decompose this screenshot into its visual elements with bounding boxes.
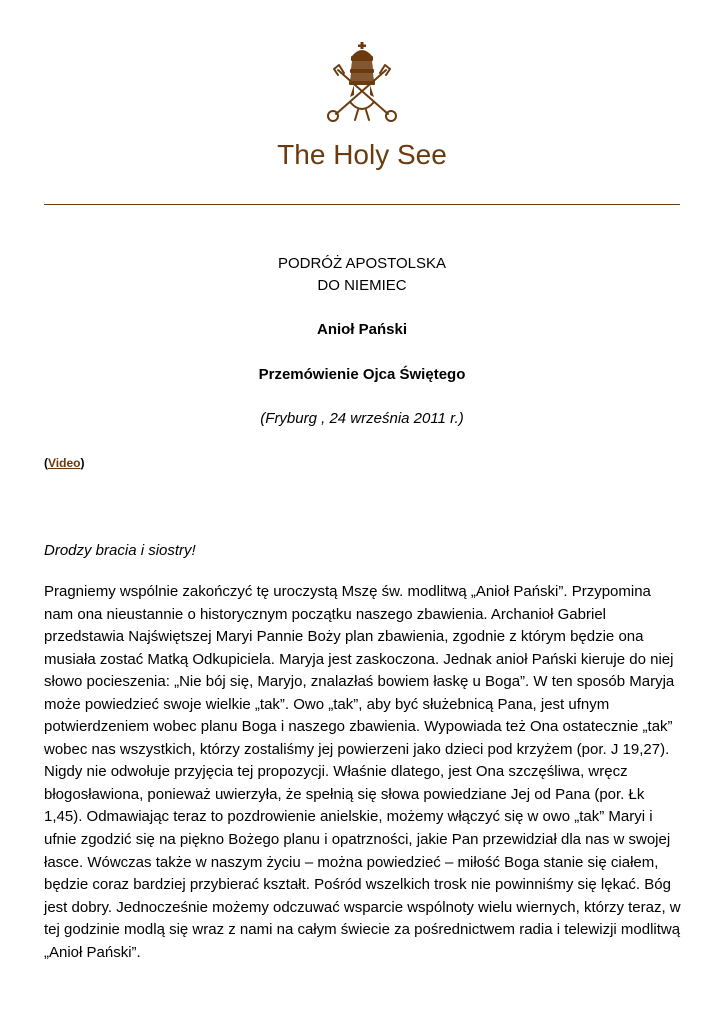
- heading-line-2: DO NIEMIEC: [317, 277, 407, 294]
- header-divider: [44, 204, 680, 205]
- document-subtitle: Przemówienie Ojca Świętego: [258, 366, 466, 383]
- site-title: The Holy See: [277, 139, 447, 170]
- video-close-paren: ): [80, 456, 85, 470]
- document-title: Anioł Pański: [316, 321, 408, 338]
- video-open-paren: (: [44, 456, 48, 470]
- papal-keys-tiara-emblem-icon: [318, 40, 406, 124]
- video-link[interactable]: Video: [48, 456, 81, 470]
- heading-line-1: PODRÓŻ APOSTOLSKA: [277, 255, 447, 272]
- greeting: Drodzy bracia i siostry!: [44, 542, 196, 559]
- place-date: (Fryburg , 24 września 2011 r.): [260, 410, 464, 427]
- body-paragraph: Pragniemy wspólnie zakończyć tę uroczystą Mszę św. modlitwą „Anioł Pański”. Przypomina nam ona nieustannie o historycznym początku naszego zbawienia. Archanioł Gabriel przedstawia Najświętszej Maryi Pannie Boży plan zbawienia, zgodnie z którym będzie ona musiała zostać Matką Odkupiciela. Maryja jest zaskoczona. Jednak anioł Pański kieruje do niej słowo pocieszenia: „Nie bój się, Maryjo, znalazłaś bowiem łaskę u Boga”. W ten sposób Maryja może powiedzieć swoje wielkie „tak”. Owo „tak”, aby być służebnicą Pana, jest ufnym potwierdzeniem wobec planu Boga i naszego zbawienia. Wypowiada też Ona ostatecznie „tak” wobec nas wszystkich, którzy zostaliśmy jej powierzeni jako dzieci pod krzyżem (por. J 19,27). Nigdy nie odwołuje przyjęcia tej propozycji. Właśnie dlatego, jest Ona szczęśliwa, wręcz błogosławiona, ponieważ uwierzyła, że spełnią się słowa powiedziane Jej od Pana (por. Łk 1,45). Odmawiając teraz to pozdrowienie anielskie, możemy włączyć się w owo „tak” Maryi i ufnie zgodzić się na piękno Bożego planu i opatrzności, jakie Pan przewidział dla nas w swojej łasce. Wówczas także w naszym życiu – można powiedzieć – miłość Boga stanie się ciałem, będzie coraz bardziej przybierać kształt. Pośród wszelkich trosk nie powinniśmy się lękać. Bóg jest dobry. Jednocześnie możemy odczuwać wsparcie wspólnoty wielu wiernych, którzy teraz, w tej godzinie modlą się wraz z nami na całym świecie za pośrednictwem radia i telewizji modlitwą „Anioł Pański”.: [44, 583, 681, 961]
- video-line: [44, 454, 84, 472]
